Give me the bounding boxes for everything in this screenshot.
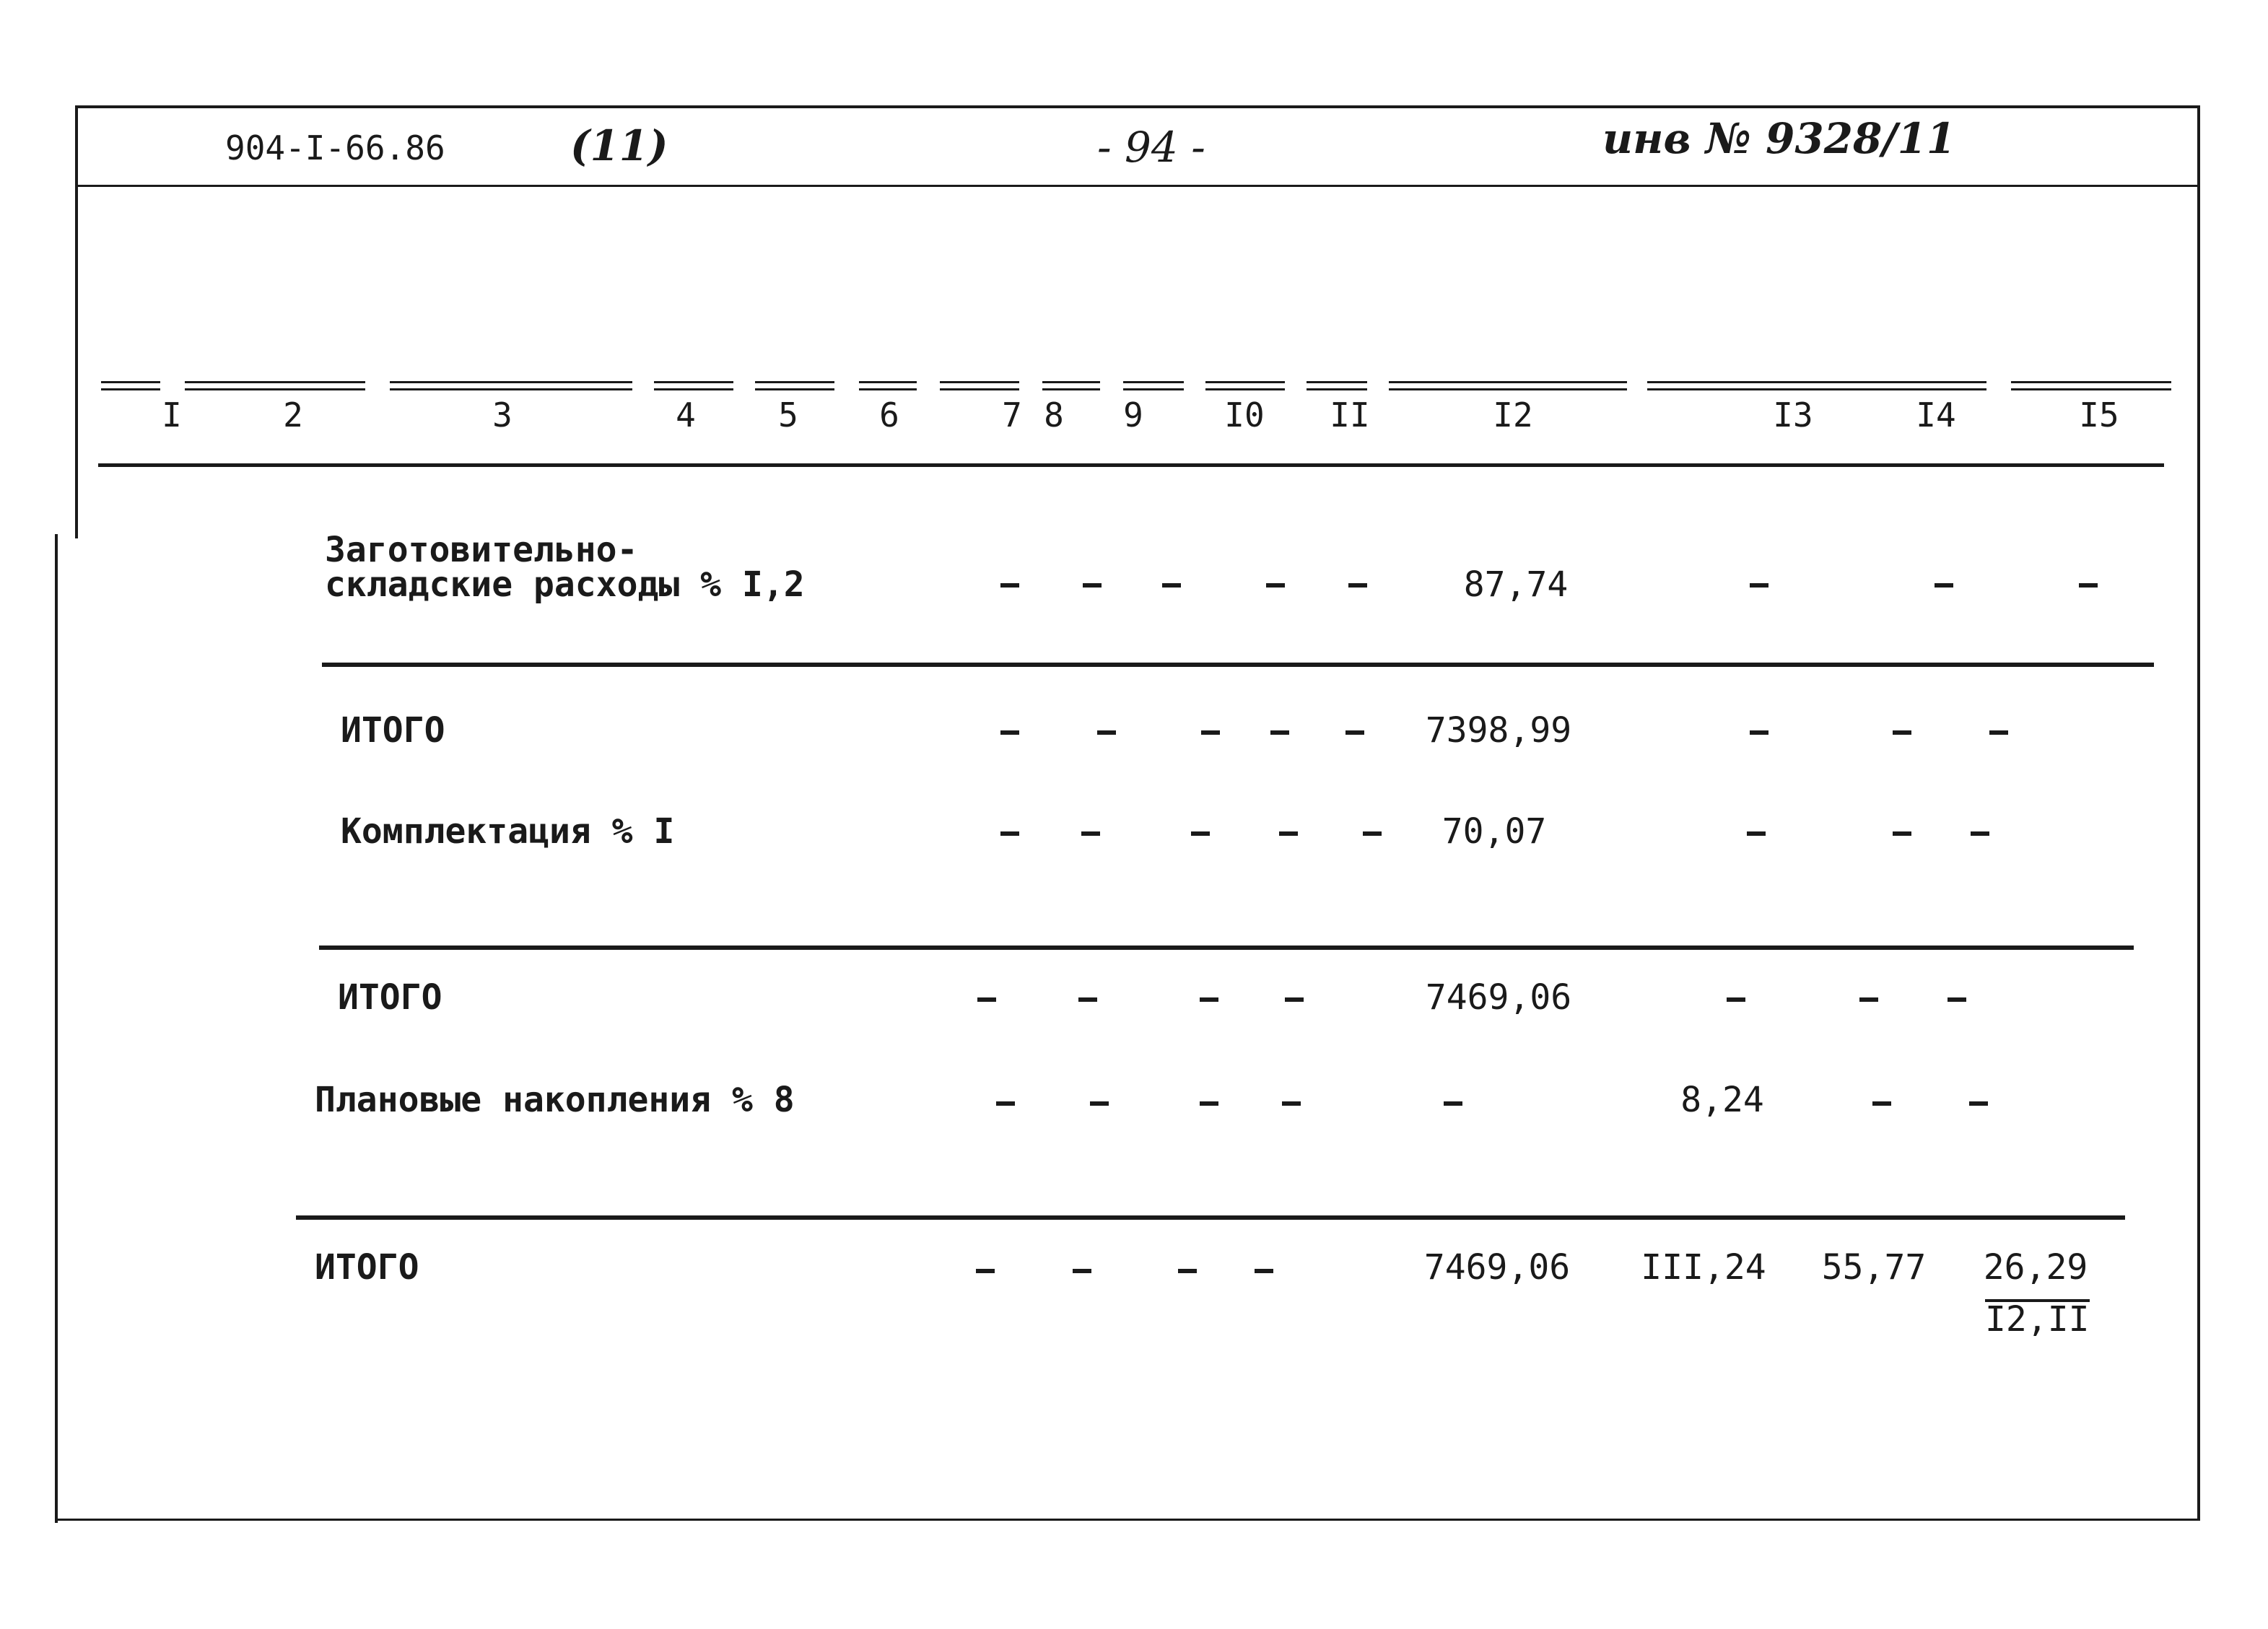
empty-cell-dash — [1083, 583, 1102, 588]
row-label: ИТОГО — [338, 977, 442, 1018]
column-number: 2 — [283, 396, 303, 434]
page-number: - 94 - — [1097, 123, 1205, 172]
empty-cell-dash — [1747, 831, 1766, 836]
section-rule — [322, 663, 2154, 667]
column-number: 6 — [879, 396, 899, 434]
cell-subvalue: I2,II — [1985, 1299, 2090, 1340]
column-number: 8 — [1044, 396, 1064, 434]
row-label: ИТОГО — [341, 710, 445, 751]
column-header-rule — [859, 381, 917, 390]
frame-left-lower — [55, 534, 58, 1523]
empty-cell-dash — [1971, 831, 1989, 836]
frame-left — [75, 105, 78, 538]
column-header-rule — [940, 381, 1019, 390]
column-number: 7 — [1002, 396, 1022, 434]
empty-cell-dash — [1969, 1101, 1988, 1106]
empty-cell-dash — [1097, 730, 1116, 735]
empty-cell-dash — [1872, 1101, 1891, 1106]
empty-cell-dash — [1345, 730, 1364, 735]
column-header-rule — [185, 381, 365, 390]
empty-cell-dash — [1178, 1269, 1197, 1273]
frame-bottom — [55, 1519, 2200, 1521]
empty-cell-dash — [1363, 831, 1382, 836]
column-header-rule — [1042, 381, 1100, 390]
section-rule — [319, 945, 2134, 950]
column-number: I2 — [1493, 396, 1533, 434]
empty-cell-dash — [1090, 1101, 1109, 1106]
empty-cell-dash — [1073, 1269, 1091, 1273]
column-number: 9 — [1123, 396, 1143, 434]
column-number: 4 — [676, 396, 696, 434]
column-header-rule — [1389, 381, 1627, 390]
empty-cell-dash — [1893, 831, 1911, 836]
cell-value: 7469,06 — [1425, 977, 1572, 1018]
cell-value: 8,24 — [1680, 1080, 1764, 1120]
column-number: I4 — [1916, 396, 1956, 434]
empty-cell-dash — [977, 997, 996, 1002]
document-code: 904-I-66.86 — [225, 128, 445, 167]
empty-cell-dash — [1000, 730, 1019, 735]
column-number: I3 — [1773, 396, 1813, 434]
column-header-rule — [101, 381, 160, 390]
empty-cell-dash — [996, 1101, 1015, 1106]
empty-cell-dash — [1266, 583, 1285, 588]
row-label: Заготовительно- — [325, 530, 638, 570]
empty-cell-dash — [1279, 831, 1298, 836]
empty-cell-dash — [1000, 831, 1019, 836]
empty-cell-dash — [1859, 997, 1878, 1002]
column-number: I0 — [1224, 396, 1265, 434]
cell-value: 87,74 — [1463, 564, 1569, 605]
column-number: I5 — [2079, 396, 2119, 434]
cell-value: 55,77 — [1821, 1247, 1927, 1288]
column-header-bottom-rule — [98, 463, 2164, 467]
empty-cell-dash — [1893, 730, 1911, 735]
part-mark: (11) — [570, 121, 668, 170]
column-header-rule — [390, 381, 632, 390]
empty-cell-dash — [1727, 997, 1745, 1002]
empty-cell-dash — [1348, 583, 1367, 588]
empty-cell-dash — [1750, 583, 1768, 588]
cell-value: 70,07 — [1442, 811, 1547, 852]
empty-cell-dash — [1444, 1101, 1462, 1106]
empty-cell-dash — [1282, 1101, 1301, 1106]
frame-top — [77, 105, 2200, 108]
cell-value: 26,29 — [1983, 1247, 2088, 1288]
frame-right — [2197, 105, 2200, 1520]
empty-cell-dash — [2079, 583, 2098, 588]
column-number: I — [162, 396, 182, 434]
cell-value: 7469,06 — [1423, 1247, 1571, 1288]
row-label: Комплектация % I — [341, 811, 675, 852]
empty-cell-dash — [1948, 997, 1966, 1002]
frame-header-separator — [77, 185, 2200, 187]
empty-cell-dash — [1191, 831, 1210, 836]
section-rule — [296, 1215, 2125, 1220]
empty-cell-dash — [1200, 1101, 1218, 1106]
column-number: 3 — [492, 396, 513, 434]
empty-cell-dash — [1201, 730, 1220, 735]
column-header-rule — [1307, 381, 1367, 390]
column-header-rule — [1205, 381, 1285, 390]
row-label: Плановые накопления % 8 — [315, 1080, 795, 1120]
empty-cell-dash — [1078, 997, 1097, 1002]
empty-cell-dash — [1989, 730, 2008, 735]
column-header-rule — [1647, 381, 1986, 390]
empty-cell-dash — [1081, 831, 1100, 836]
cell-value: 7398,99 — [1425, 710, 1572, 751]
column-number: II — [1330, 396, 1370, 434]
empty-cell-dash — [1255, 1269, 1273, 1273]
empty-cell-dash — [1270, 730, 1289, 735]
row-label: складские расходы % I,2 — [325, 564, 805, 605]
empty-cell-dash — [1935, 583, 1953, 588]
column-number: 5 — [778, 396, 798, 434]
column-header-rule — [755, 381, 834, 390]
empty-cell-dash — [976, 1269, 995, 1273]
empty-cell-dash — [1162, 583, 1181, 588]
column-header-rule — [2011, 381, 2171, 390]
cell-value: III,24 — [1641, 1247, 1766, 1288]
row-label: ИТОГО — [315, 1247, 419, 1288]
empty-cell-dash — [1000, 583, 1019, 588]
column-header-rule — [654, 381, 733, 390]
column-header-rule — [1123, 381, 1184, 390]
empty-cell-dash — [1200, 997, 1218, 1002]
inventory-number: инв № 9328/11 — [1602, 114, 1956, 163]
empty-cell-dash — [1285, 997, 1304, 1002]
empty-cell-dash — [1750, 730, 1768, 735]
